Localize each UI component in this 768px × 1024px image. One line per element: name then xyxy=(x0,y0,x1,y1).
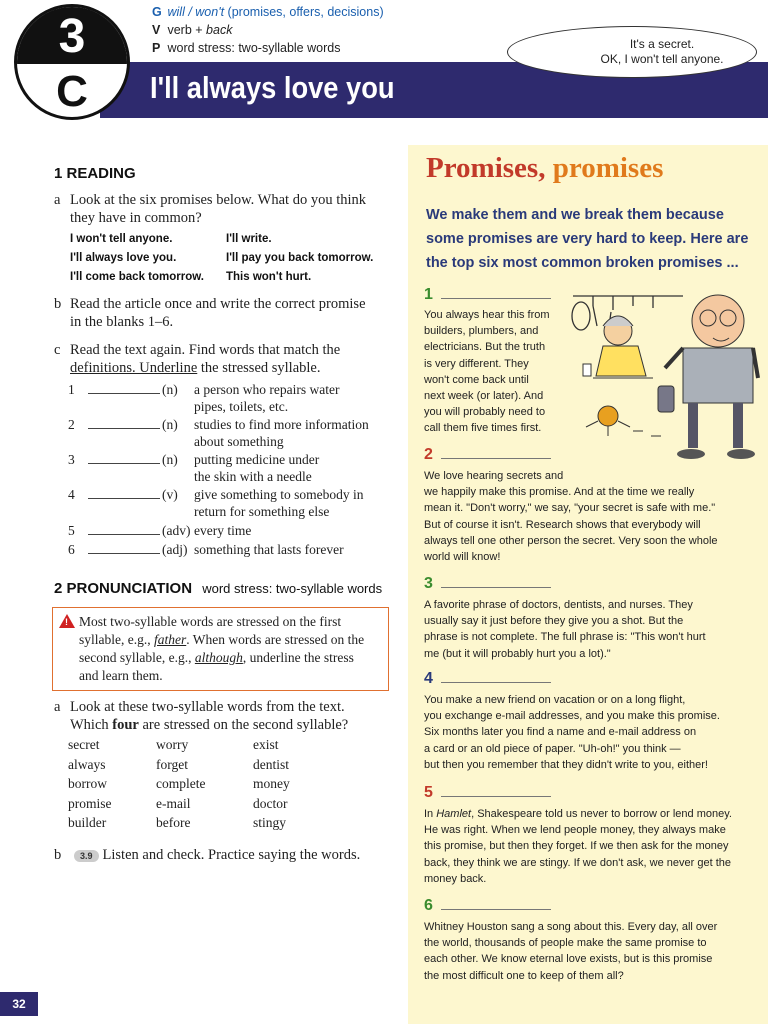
word-item: doctor xyxy=(253,795,288,811)
promise-number: 6 xyxy=(424,897,551,915)
promise-number: 2 xyxy=(424,446,551,464)
answer-blank[interactable] xyxy=(88,543,160,554)
speech-bubble: It's a secret. OK, I won't tell anyone. xyxy=(507,26,757,78)
definition-text: something that lasts forever xyxy=(194,542,344,557)
promise-number: 5 xyxy=(424,784,551,802)
definition-text: a person who repairs water pipes, toilets, etc. xyxy=(194,382,340,414)
promise-number: 1 xyxy=(424,286,551,304)
warning-icon: ! xyxy=(59,614,75,628)
definition-item: 6 (adj) xyxy=(68,542,188,557)
word-item: money xyxy=(253,776,290,791)
lesson-title: I'll always love you xyxy=(150,70,395,105)
definition-item: 5 (adv) xyxy=(68,523,191,538)
promise-number: 4 xyxy=(424,670,551,688)
word-item: borrow xyxy=(68,776,107,791)
definition-text: every time xyxy=(194,523,252,538)
word-item: dentist xyxy=(253,756,289,772)
reading-c-instruction: Read the text again. Find words that match the definitions. Underline the stressed syllable. xyxy=(70,342,341,376)
unit-badge xyxy=(14,4,130,120)
answer-blank[interactable] xyxy=(88,524,160,535)
definition-text: putting medicine under the skin with a needle xyxy=(194,452,320,484)
definition-item: 3 (n) xyxy=(68,452,178,467)
audio-track-icon[interactable]: 3.9 xyxy=(74,850,99,862)
promise-paragraph: You make a new friend on vacation or on a long flight, you exchange e-mail addresses, and you make this promise. Six months later you find a name and e-mail address on a card or an old piece of paper. "Uh-oh!" you think — but then you remember that they didn't write to you, either! xyxy=(424,694,720,771)
reading-a-instruction: Look at the six promises below. What do you think they have in common? xyxy=(70,192,367,226)
reading-heading: 1 READING xyxy=(54,165,136,182)
word-item: exist xyxy=(253,737,279,752)
word-item: promise xyxy=(68,795,112,811)
pronunciation-b-instruction: 3.9 Listen and check. Practice saying the words. xyxy=(70,846,360,864)
word-item: e-mail xyxy=(156,795,191,811)
page-number: 32 xyxy=(0,992,38,1016)
promise-paragraph: A favorite phrase of doctors, dentists, and nurses. They usually say it just before they give you a shot. But the phrase is not complete. The full phrase is: "This won't hurt me (but it will probably hurt you a lot)." xyxy=(424,599,706,660)
promise-paragraph: You always hear this from builders, plumbers, and electricians. But the truth is very different. They won't come back until next week (or later). And you will probably need to call them five times first. xyxy=(424,309,550,435)
word-item: complete xyxy=(156,776,206,791)
promise-number: 3 xyxy=(424,575,551,593)
word-item: builder xyxy=(68,815,107,830)
definition-item: 4 (v) xyxy=(68,487,178,502)
pronunciation-a-instruction: Look at these two-syllable words from the text. Which four are stressed on the second syllable? xyxy=(70,699,349,733)
definition-item: 2 (n) xyxy=(68,417,178,432)
promise-paragraph: Whitney Houston sang a song about this. Every day, all over the world, thousands of people make the same promise to each other. We know eternal love exists, but is this promise the most difficult one to keep of them all? xyxy=(424,921,718,982)
promise-paragraph: In Hamlet, Shakespeare told us never to borrow or lend money. He was right. When we lend people money, they always make this promise, but then they forget. If we then ask for the money back, they think we are stingy. If we don't ask, we never get the money back. xyxy=(424,808,732,885)
answer-blank[interactable] xyxy=(88,453,160,464)
unit-number: 3 xyxy=(58,10,86,63)
word-item: worry xyxy=(156,737,189,752)
pronunciation-heading: 2 PRONUNCIATION word stress: two-syllable words xyxy=(54,580,383,597)
answer-blank[interactable] xyxy=(88,488,160,499)
answer-blank[interactable] xyxy=(441,447,551,459)
definition-item: 1 (n) xyxy=(68,382,178,397)
promise-paragraph: We love hearing secrets and we happily make this promise. And at the time we really mean it. "Don't worry," we say, "your secret is safe with me." But of course it isn't. Research shows that everybody will always tell one other person the secret. Very soon the whole world will know! xyxy=(424,470,718,564)
reading-b-instruction: Read the article once and write the correct promise in the blanks 1–6. xyxy=(70,296,366,330)
answer-blank[interactable] xyxy=(441,576,551,588)
word-item: always xyxy=(68,756,106,772)
article-title: Promises, promises xyxy=(426,152,664,184)
article-intro: We make them and we break them because some promises are very hard to keep. Here are the top six most common broken promises ... xyxy=(426,207,749,271)
builder-cartoon-illustration xyxy=(563,286,763,466)
word-item: before xyxy=(156,815,191,830)
word-item: forget xyxy=(156,756,188,772)
answer-blank[interactable] xyxy=(441,898,551,910)
definition-text: studies to find more information about something xyxy=(194,417,369,449)
answer-blank[interactable] xyxy=(441,287,551,299)
word-item: stingy xyxy=(253,815,287,830)
definition-text: give something to somebody in return for something else xyxy=(194,487,364,519)
answer-blank[interactable] xyxy=(88,383,160,394)
unit-letter: C xyxy=(56,67,88,116)
answer-blank[interactable] xyxy=(441,785,551,797)
answer-blank[interactable] xyxy=(441,671,551,683)
rule-box: ! Most two-syllable words are stressed on the first syllable, e.g., father. When words are stressed on the second syllable, e.g., although, underline the stress and learn them. xyxy=(52,607,389,691)
lesson-objectives: G will / won't (promises, offers, decisions) V verb + back P word stress: two-syllable words xyxy=(152,5,384,55)
word-item: secret xyxy=(68,737,100,752)
answer-blank[interactable] xyxy=(88,418,160,429)
